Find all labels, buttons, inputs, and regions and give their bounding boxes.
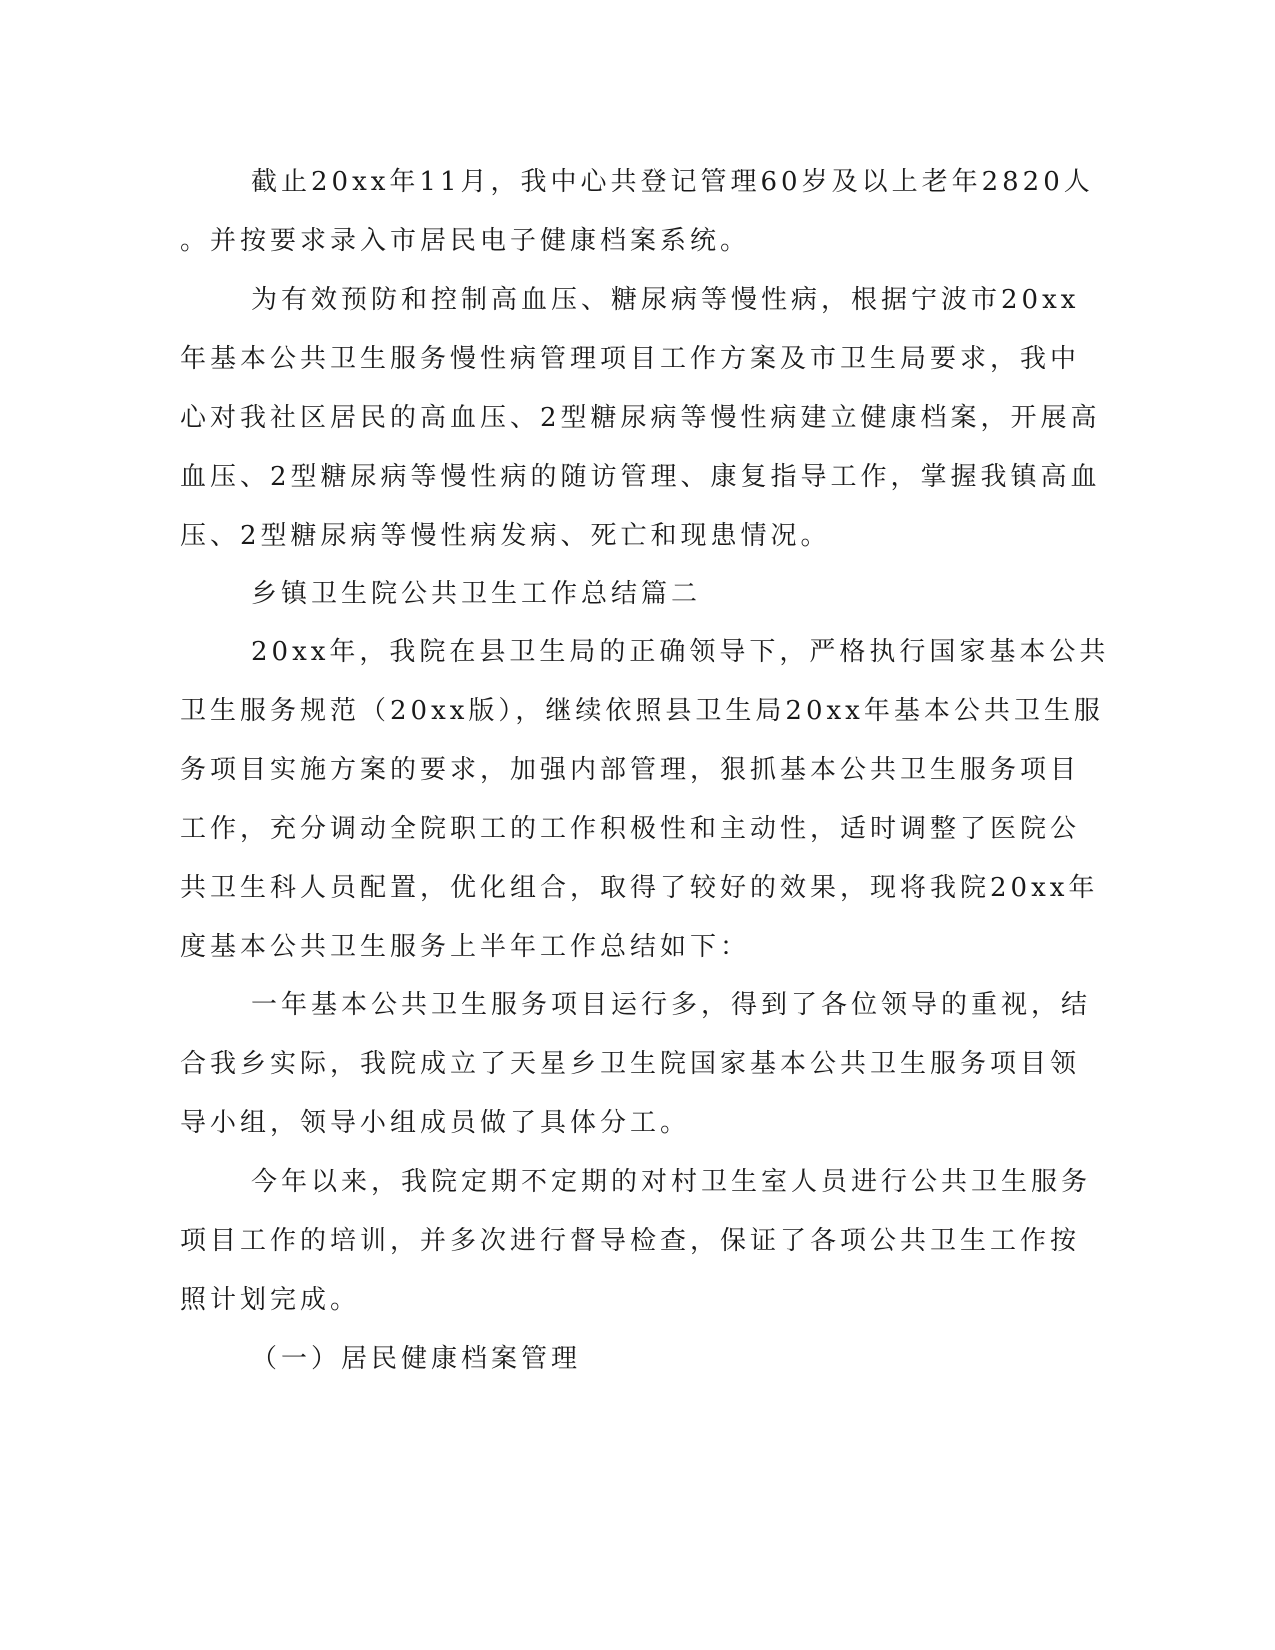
subsection-heading: （一）居民健康档案管理	[251, 1344, 582, 1374]
text-line: 年基本公共卫生服务慢性病管理项目工作方案及市卫生局要求，我中	[180, 344, 1081, 374]
text-line: 20xx年，我院在县卫生局的正确领导下，严格执行国家基本公共	[251, 637, 1110, 667]
text-line: 导小组，领导小组成员做了具体分工。	[180, 1108, 691, 1138]
text-line: 截止20xx年11月，我中心共登记管理60岁及以上老年2820人	[251, 167, 1094, 197]
text-line: 共卫生科人员配置，优化组合，取得了较好的效果，现将我院20xx年	[180, 873, 1099, 903]
text-line: 血压、2型糖尿病等慢性病的随访管理、康复指导工作，掌握我镇高血	[180, 462, 1101, 492]
text-line: 项目工作的培训，并多次进行督导检查，保证了各项公共卫生工作按	[180, 1226, 1081, 1256]
text-line: 度基本公共卫生服务上半年工作总结如下：	[180, 932, 751, 962]
text-line: 合我乡实际，我院成立了天星乡卫生院国家基本公共卫生服务项目领	[180, 1049, 1081, 1079]
text-line: 为有效预防和控制高血压、糖尿病等慢性病，根据宁波市20xx	[251, 285, 1080, 315]
text-line: 压、2型糖尿病等慢性病发病、死亡和现患情况。	[180, 521, 831, 551]
text-line: 。并按要求录入市居民电子健康档案系统。	[180, 226, 751, 256]
text-line: 工作，充分调动全院职工的工作积极性和主动性，适时调整了医院公	[180, 814, 1081, 844]
text-line: 务项目实施方案的要求，加强内部管理，狠抓基本公共卫生服务项目	[180, 755, 1081, 785]
section-heading: 乡镇卫生院公共卫生工作总结篇二	[251, 579, 702, 609]
text-line: 心对我社区居民的高血压、2型糖尿病等慢性病建立健康档案，开展高	[180, 403, 1101, 433]
text-line: 今年以来，我院定期不定期的对村卫生室人员进行公共卫生服务	[251, 1167, 1092, 1197]
text-line: 一年基本公共卫生服务项目运行多，得到了各位领导的重视，结	[251, 990, 1092, 1020]
text-line: 照计划完成。	[180, 1285, 361, 1315]
text-line: 卫生服务规范（20xx版），继续依照县卫生局20xx年基本公共卫生服	[180, 696, 1104, 726]
